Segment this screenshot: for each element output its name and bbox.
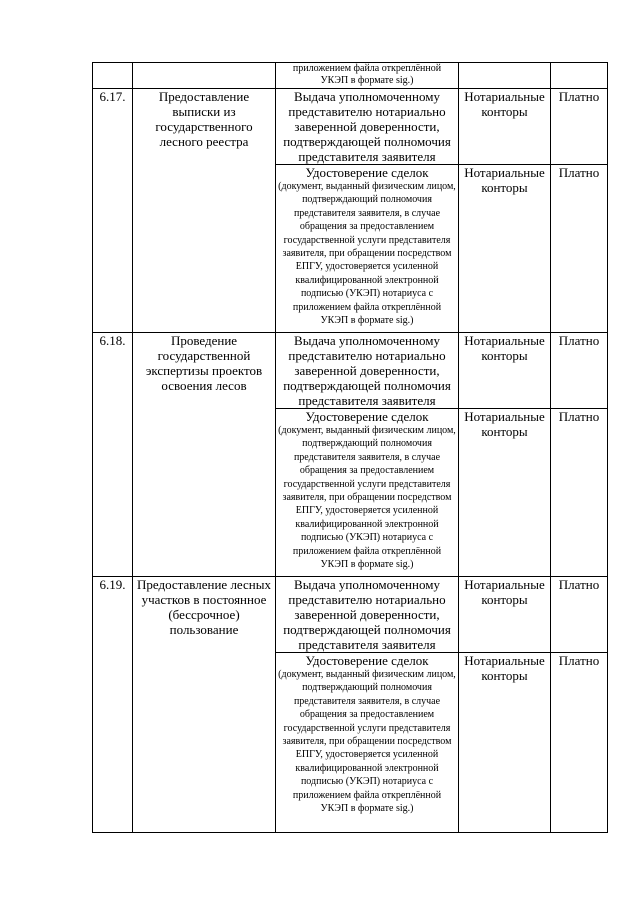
document-cell	[276, 165, 459, 333]
row-number: 6.18.	[93, 333, 133, 577]
payment-cell: Платно	[551, 653, 608, 833]
document-note: (документ, выданный физическим лицом, подтверждающий полномочия представителя заявителя, в случае обращения за предоставлением государственной услуги представителя заявителя, при обращении посредством ЕПГУ, удостоверяется усиленной квалифицированной электронной подписью (УКЭП) нотариуса с приложением файла откреплённой УКЭП в формате sig.)	[278, 181, 456, 327]
continued-org-cell	[459, 63, 551, 89]
payment-cell: Платно	[551, 89, 608, 165]
continued-note: приложением файла откреплённой УКЭП в формате sig.)	[292, 63, 442, 86]
continued-pay-cell	[551, 63, 608, 89]
services-table	[92, 62, 608, 833]
row-number: 6.17.	[93, 89, 133, 333]
continued-doc-cell	[276, 63, 459, 89]
organization-cell: Нотариальные конторы	[459, 165, 551, 333]
payment-cell: Платно	[551, 409, 608, 577]
payment-cell: Платно	[551, 577, 608, 653]
table-row	[93, 333, 608, 409]
service-name: Проведение государственной экспертизы проектов освоения лесов	[133, 333, 276, 577]
document-head: Удостоверение сделок	[305, 653, 429, 668]
payment-cell: Платно	[551, 165, 608, 333]
continued-num-cell	[93, 63, 133, 89]
table-row	[93, 89, 608, 165]
document-cell	[276, 409, 459, 577]
document-head: Удостоверение сделок	[305, 165, 429, 180]
organization-cell: Нотариальные конторы	[459, 577, 551, 653]
organization-cell: Нотариальные конторы	[459, 409, 551, 577]
continued-name-cell	[133, 63, 276, 89]
document-note: (документ, выданный физическим лицом, подтверждающий полномочия представителя заявителя, в случае обращения за предоставлением государственной услуги представителя заявителя, при обращении посредством ЕПГУ, удостоверяется усиленной квалифицированной электронной подписью (УКЭП) нотариуса с приложением файла откреплённой УКЭП в формате sig.)	[278, 669, 456, 815]
document-head: Удостоверение сделок	[305, 409, 429, 424]
service-name: Предоставление выписки из государственного лесного реестра	[133, 89, 276, 333]
table-row	[93, 577, 608, 653]
row-number: 6.19.	[93, 577, 133, 833]
document-note: (документ, выданный физическим лицом, подтверждающий полномочия представителя заявителя, в случае обращения за предоставлением государственной услуги представителя заявителя, при обращении посредством ЕПГУ, удостоверяется усиленной квалифицированной электронной подписью (УКЭП) нотариуса с приложением файла откреплённой УКЭП в формате sig.)	[278, 425, 456, 571]
document-cell: Выдача уполномоченному представителю нотариально заверенной доверенности, подтверждающей полномочия представителя заявителя	[276, 89, 459, 165]
continued-row	[93, 63, 608, 89]
service-name: Предоставление лесных участков в постоянное (бессрочное) пользование	[133, 577, 276, 833]
document-cell	[276, 653, 459, 833]
document-cell: Выдача уполномоченному представителю нотариально заверенной доверенности, подтверждающей полномочия представителя заявителя	[276, 577, 459, 653]
document-cell: Выдача уполномоченному представителю нотариально заверенной доверенности, подтверждающей полномочия представителя заявителя	[276, 333, 459, 409]
organization-cell: Нотариальные конторы	[459, 333, 551, 409]
organization-cell: Нотариальные конторы	[459, 89, 551, 165]
payment-cell: Платно	[551, 333, 608, 409]
organization-cell: Нотариальные конторы	[459, 653, 551, 833]
